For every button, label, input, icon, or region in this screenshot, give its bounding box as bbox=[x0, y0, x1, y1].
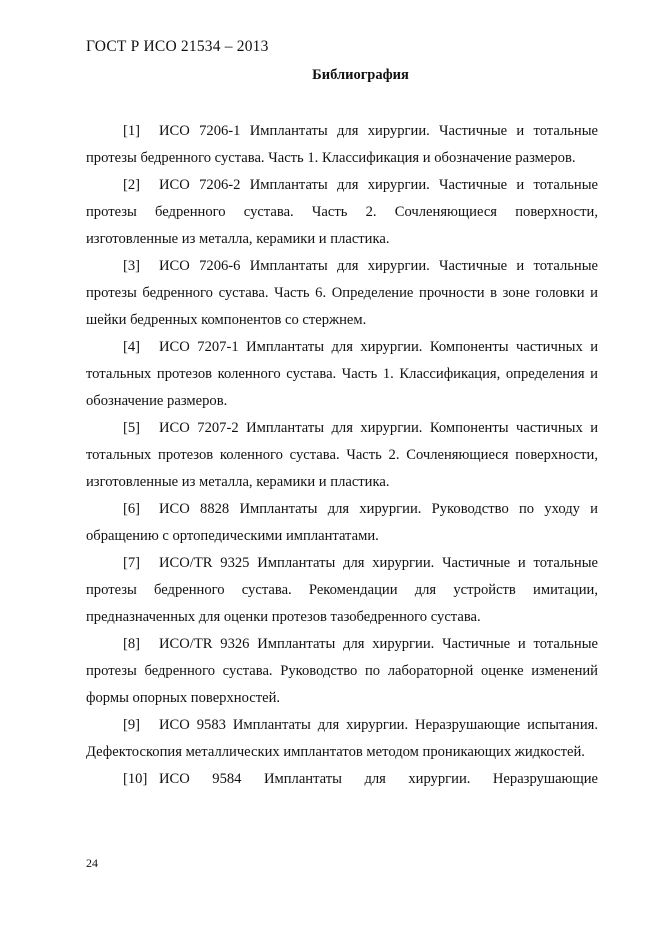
reference-number: [2] bbox=[123, 177, 141, 193]
reference-list bbox=[86, 118, 598, 793]
document-code: ГОСТ Р ИСО 21534 – 2013 bbox=[86, 38, 269, 55]
reference-item bbox=[86, 415, 598, 496]
reference-item bbox=[86, 712, 598, 766]
reference-number: [7] bbox=[123, 555, 141, 571]
reference-text: ИСО 7207-2 Имплантаты для хирургии. Компоненты частичных и тотальных протезов коленного сустава. Часть 2. Сочленяющиеся поверхности, изготовленные из металла, керамики и пластика. bbox=[86, 420, 598, 490]
reference-item bbox=[86, 172, 598, 253]
reference-item bbox=[86, 253, 598, 334]
reference-item bbox=[86, 118, 598, 172]
reference-number: [8] bbox=[123, 636, 141, 652]
reference-number: [1] bbox=[123, 123, 141, 139]
reference-text: ИСО 8828 Имплантаты для хирургии. Руководство по уходу и обращению с ортопедическими имплантатами. bbox=[86, 501, 598, 544]
reference-text: ИСО 9583 Имплантаты для хирургии. Неразрушающие испытания. Дефектоскопия металлических имплантатов методом проникающих жидкостей. bbox=[86, 717, 598, 760]
bibliography-title: Библиография bbox=[312, 67, 409, 83]
reference-item bbox=[86, 631, 598, 712]
reference-text: ИСО 7206-6 Имплантаты для хирургии. Частичные и тотальные протезы бедренного сустава. Часть 6. Определение прочности в зоне головки и шейки бедренных компонентов со стержнем. bbox=[86, 258, 598, 328]
reference-item bbox=[86, 496, 598, 550]
reference-number: [5] bbox=[123, 420, 141, 436]
reference-item bbox=[86, 334, 598, 415]
reference-text: ИСО 7207-1 Имплантаты для хирургии. Компоненты частичных и тотальных протезов коленного сустава. Часть 1. Классификация, определения и обозначение размеров. bbox=[86, 339, 598, 409]
reference-item bbox=[86, 766, 598, 793]
reference-text: ИСО 9584 Имплантаты для хирургии. Неразрушающие bbox=[159, 771, 598, 787]
reference-text: ИСО 7206-1 Имплантаты для хирургии. Частичные и тотальные протезы бедренного сустава. Часть 1. Классификация и обозначение размеров. bbox=[86, 123, 598, 166]
reference-text: ИСО/TR 9325 Имплантаты для хирургии. Частичные и тотальные протезы бедренного сустава. Рекомендации для устройств имитации, предназначенных для оценки протезов тазобедренного сустава. bbox=[86, 555, 598, 625]
reference-text: ИСО/TR 9326 Имплантаты для хирургии. Частичные и тотальные протезы бедренного сустава. Руководство по лабораторной оценке изменений формы опорных поверхностей. bbox=[86, 636, 598, 706]
reference-number: [6] bbox=[123, 501, 141, 517]
reference-number: [4] bbox=[123, 339, 141, 355]
reference-item bbox=[86, 550, 598, 631]
reference-text: ИСО 7206-2 Имплантаты для хирургии. Частичные и тотальные протезы бедренного сустава. Часть 2. Сочленяющиеся поверхности, изготовленные из металла, керамики и пластика. bbox=[86, 177, 598, 247]
page-number: 24 bbox=[86, 856, 98, 870]
reference-number: [9] bbox=[123, 717, 141, 733]
reference-number: [3] bbox=[123, 258, 141, 274]
reference-number: [10] bbox=[123, 771, 148, 787]
